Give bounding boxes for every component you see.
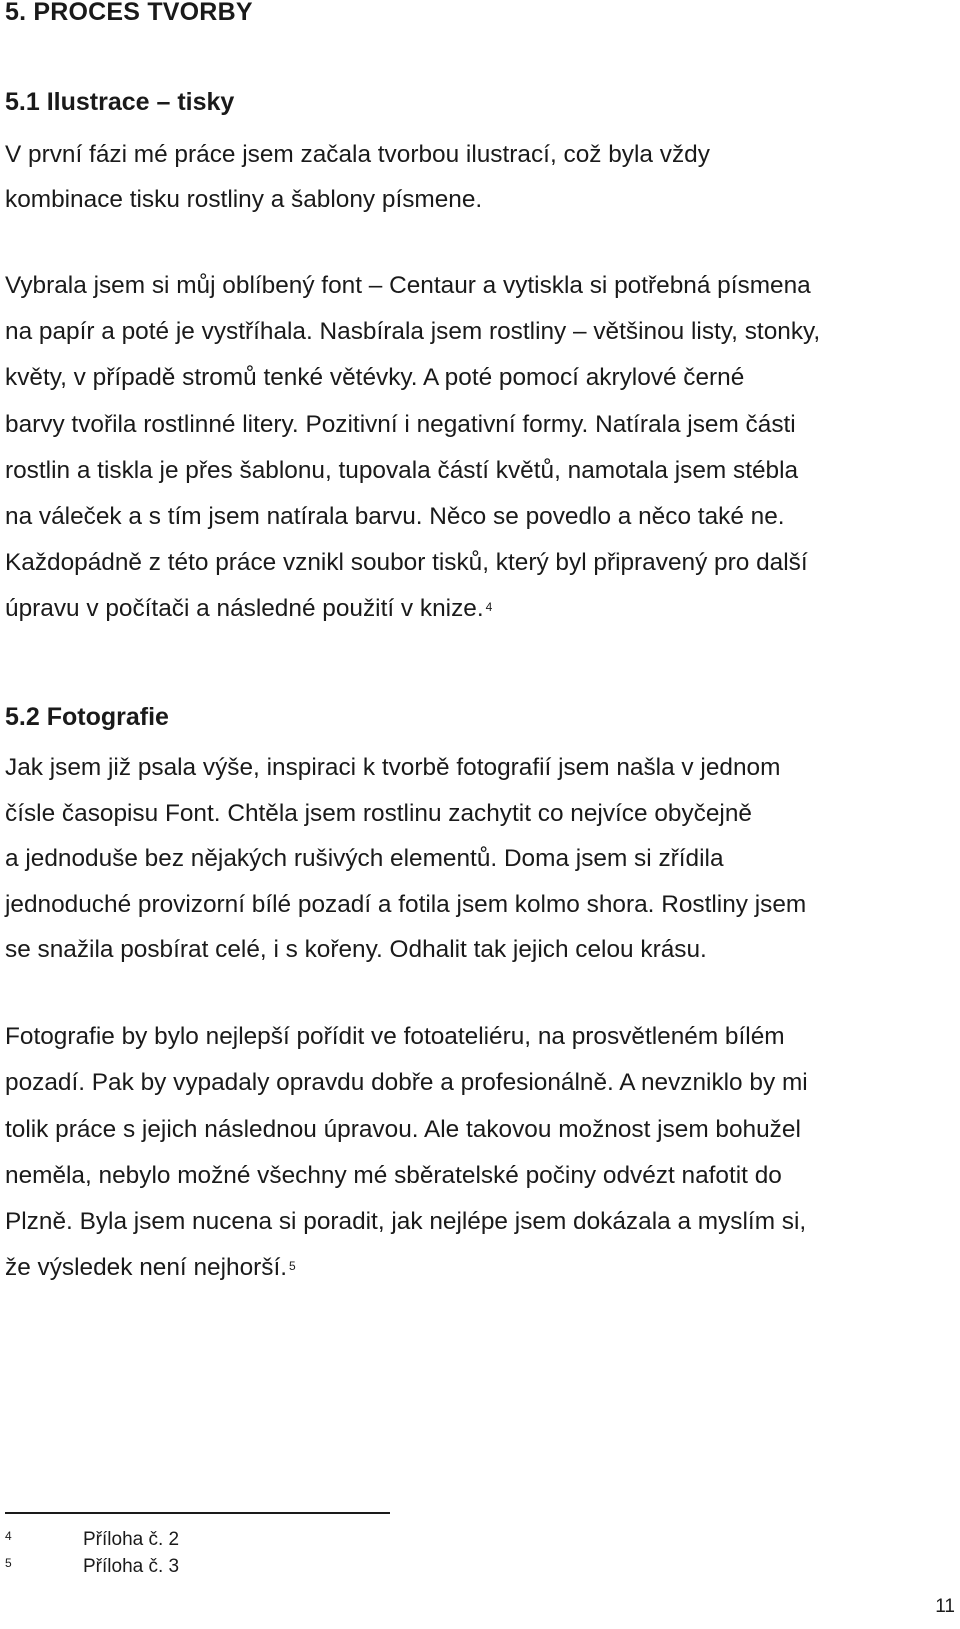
text-line: Jak jsem již psala výše, inspiraci k tvorbě fotografií jsem našla v jednom xyxy=(5,754,781,781)
paragraph-fotografie-inspiration xyxy=(5,745,960,973)
footnote-ref-5[interactable]: 5 xyxy=(289,1259,296,1274)
text-line: kombinace tisku rostliny a šablony písmene. xyxy=(5,186,483,213)
text-line: rostlin a tiskla je přes šablonu, tupovala částí květů, namotala jsem stébla xyxy=(5,456,799,484)
footnote-text: Příloha č. 2 xyxy=(83,1529,180,1550)
text-line: V první fázi mé práce jsem začala tvorbou ilustrací, což byla vždy xyxy=(5,141,710,168)
paragraph-ilustrace-process xyxy=(5,263,960,633)
text-line-with-footnote xyxy=(5,586,960,632)
footnote-4 xyxy=(5,1528,405,1552)
chapter-title: 5. PROCES TVORBY xyxy=(5,0,253,26)
footnote-number: 4 xyxy=(5,1529,12,1543)
text-line: čísle časopisu Font. Chtěla jsem rostlinu zachytit co nejvíce obyčejně xyxy=(5,799,752,827)
text-line: Fotografie by bylo nejlepší pořídit ve fotoateliéru, na prosvětleném bílém xyxy=(5,1023,785,1050)
footnote-5 xyxy=(5,1555,405,1579)
text-line: barvy tvořila rostlinné litery. Pozitivní i negativní formy. Natírala jsem části xyxy=(5,410,796,438)
footnote-ref-4[interactable]: 4 xyxy=(485,600,493,615)
section-title-fotografie: 5.2 Fotografie xyxy=(5,703,169,731)
section-title-ilustrace: 5.1 Ilustrace – tisky xyxy=(5,88,235,116)
text-line-content: úpravu v počítači a následné použití v knize. xyxy=(5,595,484,623)
text-line: na váleček a s tím jsem natírala barvu. Něco se povedlo a něco také ne. xyxy=(5,503,785,531)
text-line: pozadí. Pak by vypadaly opravdu dobře a profesionálně. A nevzniklo by mi xyxy=(5,1069,808,1097)
text-line-with-footnote xyxy=(5,1245,960,1291)
text-line: Vybrala jsem si můj oblíbený font – Centaur a vytiskla si potřebná písmena xyxy=(5,272,811,299)
footnote-divider xyxy=(5,1512,390,1514)
text-line: tolik práce s jejich následnou úpravou. Ale takovou možnost jsem bohužel xyxy=(5,1115,801,1143)
text-line: jednoduché provizorní bílé pozadí a fotila jsem kolmo shora. Rostliny jsem xyxy=(5,890,807,918)
text-line: a jednoduše bez nějakých rušivých elementů. Doma jsem si zřídila xyxy=(5,845,724,872)
text-line: Každopádně z této práce vznikl soubor tisků, který byl připravený pro další xyxy=(5,549,808,577)
text-line-content: že výsledek není nejhorší. xyxy=(5,1254,288,1282)
text-line: květy, v případě stromů tenké větévky. A poté pomocí akrylové černé xyxy=(5,364,745,392)
text-line: neměla, nebylo možné všechny mé sběratelské počiny odvézt nafotit do xyxy=(5,1161,782,1189)
page-number: 11 xyxy=(935,1596,955,1617)
footnote-number: 5 xyxy=(5,1556,12,1570)
text-line: se snažila posbírat celé, i s kořeny. Odhalit tak jejich celou krásu. xyxy=(5,936,707,963)
paragraph-ilustrace-intro xyxy=(5,132,960,222)
text-line: Plzně. Byla jsem nucena si poradit, jak nejlépe jsem dokázala a myslím si, xyxy=(5,1208,807,1236)
footnote-text: Příloha č. 3 xyxy=(83,1556,180,1577)
text-line: na papír a poté je vystříhala. Nasbírala jsem rostliny – většinou listy, stonky, xyxy=(5,318,821,346)
paragraph-fotografie-studio xyxy=(5,1014,960,1292)
